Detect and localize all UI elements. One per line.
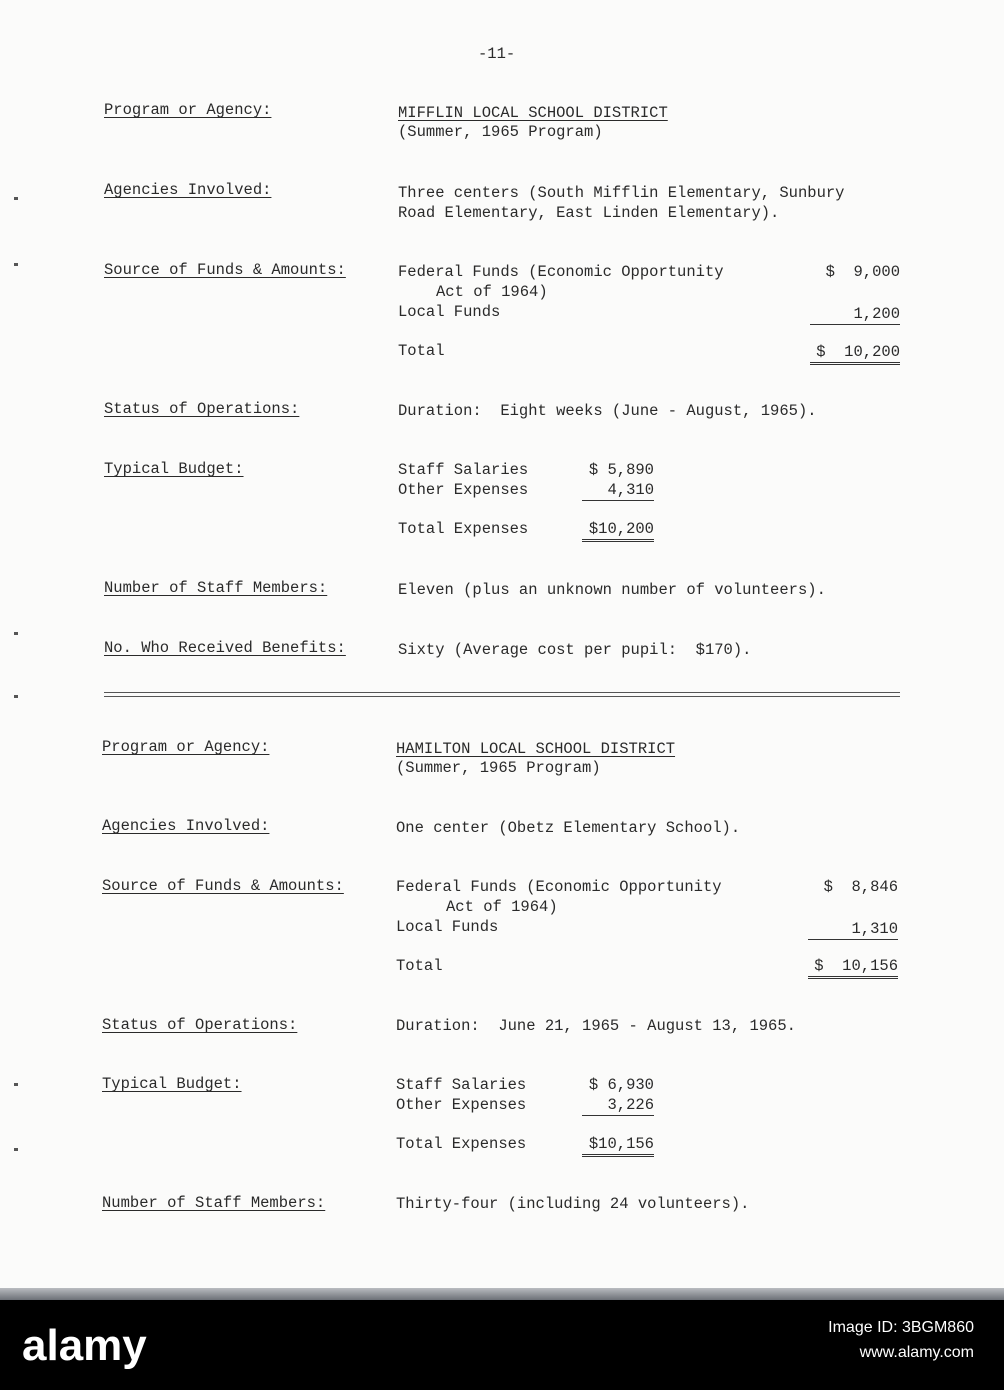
- federal-funds-act: Act of 1964): [446, 898, 558, 916]
- benefits-value: Sixty (Average cost per pupil: $170).: [398, 641, 752, 659]
- total-amount: $ 10,156: [808, 956, 898, 979]
- local-funds-label: Local Funds: [396, 918, 499, 936]
- watermark-info: [828, 1315, 974, 1365]
- program-label: Program or Agency:: [102, 738, 270, 756]
- agencies-line: One center (Obetz Elementary School).: [396, 819, 741, 837]
- program-name: HAMILTON LOCAL SCHOOL DISTRICT: [396, 740, 676, 758]
- local-funds-amount: 1,200: [810, 304, 900, 325]
- agencies-line: Three centers (South Mifflin Elementary, Sunbury: [398, 184, 845, 202]
- watermark-site: www.alamy.com: [859, 1344, 974, 1361]
- section-separator: [104, 692, 900, 697]
- agencies-line: Road Elementary, East Linden Elementary).: [398, 204, 780, 222]
- other-expenses-label: Other Expenses: [396, 1096, 527, 1114]
- scan-mark: [14, 197, 18, 200]
- scan-mark: [14, 632, 18, 635]
- staff-label: Number of Staff Members:: [104, 579, 328, 597]
- program-subtitle: (Summer, 1965 Program): [396, 759, 601, 777]
- staff-salaries-amount: $ 6,930: [588, 1076, 654, 1094]
- total-label: Total: [396, 957, 443, 975]
- local-funds-amount: 1,310: [808, 919, 898, 940]
- other-expenses-amount: 4,310: [582, 480, 654, 501]
- staff-salaries-amount: $ 5,890: [588, 461, 654, 479]
- scan-mark: [14, 263, 18, 266]
- total-label: Total: [398, 342, 445, 360]
- status-label: Status of Operations:: [104, 400, 300, 418]
- page-number: -11-: [478, 45, 516, 63]
- local-funds-label: Local Funds: [398, 303, 501, 321]
- scan-mark: [14, 1083, 18, 1086]
- agencies-label: Agencies Involved:: [104, 181, 272, 199]
- watermark-image-id: Image ID: 3BGM860: [828, 1319, 974, 1336]
- program-label: Program or Agency:: [104, 101, 272, 119]
- program-name: MIFFLIN LOCAL SCHOOL DISTRICT: [398, 104, 668, 122]
- budget-label: Typical Budget:: [104, 460, 244, 478]
- federal-funds-act: Act of 1964): [436, 283, 548, 301]
- other-expenses-amount: 3,226: [582, 1095, 654, 1116]
- scan-mark: [14, 695, 18, 698]
- status-value: Duration: Eight weeks (June - August, 1965).: [398, 402, 817, 420]
- budget-label: Typical Budget:: [102, 1075, 242, 1093]
- funds-label: Source of Funds & Amounts:: [102, 877, 344, 895]
- federal-funds-amount: $ 8,846: [823, 878, 898, 896]
- federal-funds-amount: $ 9,000: [825, 263, 900, 281]
- federal-funds-label: Federal Funds (Economic Opportunity: [396, 878, 722, 896]
- staff-salaries-label: Staff Salaries: [398, 461, 529, 479]
- staff-value: Thirty-four (including 24 volunteers).: [396, 1195, 750, 1213]
- benefits-label: No. Who Received Benefits:: [104, 639, 346, 657]
- staff-label: Number of Staff Members:: [102, 1194, 326, 1212]
- total-amount: $ 10,200: [810, 342, 900, 365]
- staff-value: Eleven (plus an unknown number of volunteers).: [398, 581, 826, 599]
- status-value: Duration: June 21, 1965 - August 13, 1965.: [396, 1017, 796, 1035]
- total-expenses-amount: $10,200: [582, 519, 654, 542]
- total-expenses-label: Total Expenses: [398, 520, 529, 538]
- program-subtitle: (Summer, 1965 Program): [398, 123, 603, 141]
- agencies-label: Agencies Involved:: [102, 817, 270, 835]
- watermark-logo: alamy: [22, 1321, 147, 1370]
- scan-mark: [14, 1148, 18, 1151]
- total-expenses-amount: $10,156: [582, 1134, 654, 1157]
- status-label: Status of Operations:: [102, 1016, 298, 1034]
- total-expenses-label: Total Expenses: [396, 1135, 527, 1153]
- federal-funds-label: Federal Funds (Economic Opportunity: [398, 263, 724, 281]
- scanner-edge: [0, 1288, 1004, 1300]
- funds-label: Source of Funds & Amounts:: [104, 261, 346, 279]
- other-expenses-label: Other Expenses: [398, 481, 529, 499]
- staff-salaries-label: Staff Salaries: [396, 1076, 527, 1094]
